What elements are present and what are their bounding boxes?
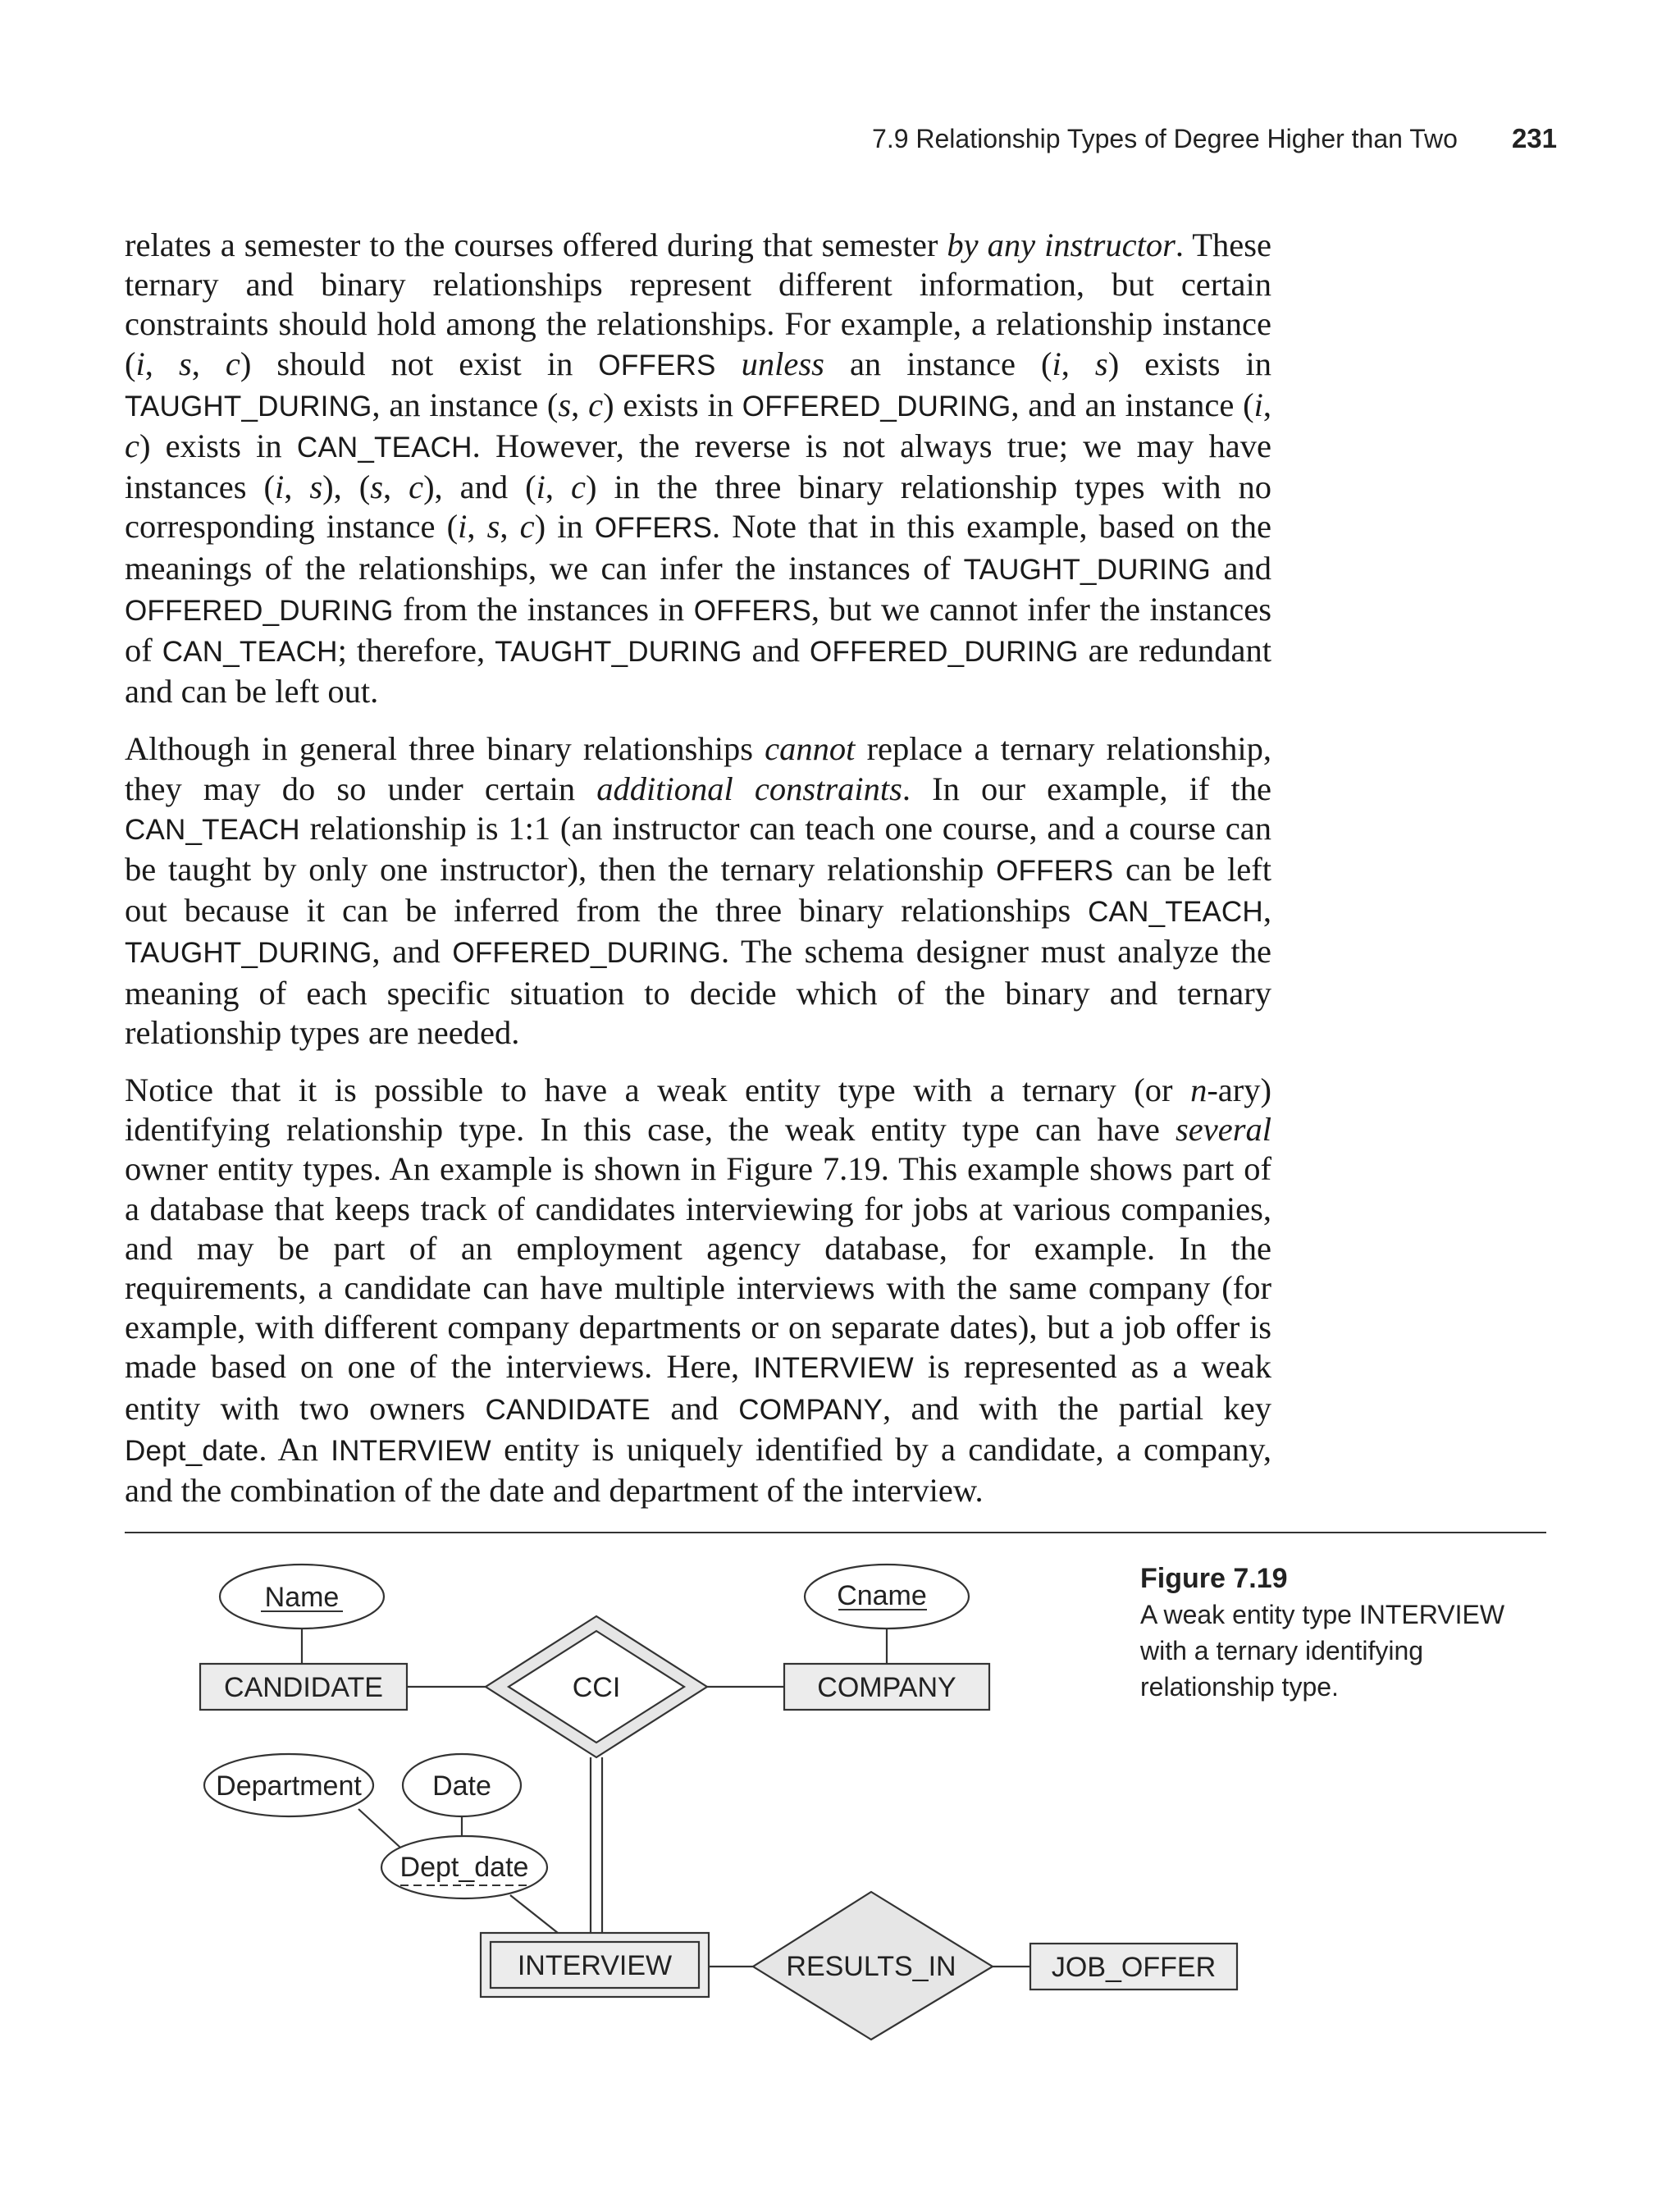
deptdate-to-interview-line (510, 1895, 558, 1933)
text-segment: c (125, 427, 139, 465)
text-segment: , (284, 468, 310, 506)
section-title: 7.9 Relationship Types of Degree Higher than Two (872, 124, 1458, 153)
text-segment: c (225, 345, 240, 382)
text-segment: relates a semester to the courses offered during that semester (125, 226, 947, 263)
text-segment: by any instructor (947, 226, 1176, 263)
text-segment: OFFERS (594, 512, 712, 545)
text-segment: s (486, 508, 500, 546)
page-number: 231 (1511, 123, 1557, 153)
text-segment: ), and ( (423, 468, 536, 506)
text-segment: can be left out because it can be inferred from the three binary relationships (125, 851, 1271, 930)
text-segment: i (458, 508, 468, 546)
relationship-results-in (753, 1892, 993, 2040)
text-segment: unless (741, 345, 824, 382)
figure-caption (1140, 1560, 1550, 1705)
text-segment: is represented as a weak entity with two owners (125, 1348, 1271, 1427)
text-segment: , (191, 345, 226, 382)
relationship-cci-label: CCI (572, 1672, 621, 1703)
entity-company (784, 1664, 989, 1710)
text-segment: i (1253, 386, 1263, 423)
text-segment: are redundant and can be left out. (125, 632, 1271, 710)
text-segment: c (588, 386, 604, 423)
text-segment: s (309, 468, 323, 506)
text-segment: OFFERED_DURING (810, 636, 1079, 669)
text-segment: Notice that it is possible to have a weak entity type with a ternary (or (125, 1071, 1191, 1109)
text-segment: TAUGHT_DURING (125, 937, 372, 970)
text-segment: , (144, 345, 179, 382)
text-segment: ) in (534, 508, 595, 546)
text-segment: . In our example, if the (902, 770, 1271, 807)
text-segment: owner entity types. An example is shown in Figure 7.19. This example shows part of a database that keeps track of candidates interviewing for jobs at various companies, and may be part of an employment agency database, for example. In the requirements, a candidate can have multiple interviews with the same company (for example, with different company departments or on separate dates), but a job offer is made based on one of the interviews. Here, (125, 1150, 1271, 1386)
text-segment: TAUGHT_DURING (125, 390, 372, 423)
text-segment: COMPANY (738, 1393, 883, 1426)
text-segment: OFFERED_DURING (742, 390, 1011, 423)
text-segment: CAN_TEACH (162, 636, 338, 669)
text-segment: , (1262, 892, 1271, 930)
text-segment: OFFERS (996, 855, 1114, 888)
text-segment: s (558, 386, 572, 423)
text-segment: , (545, 468, 572, 506)
text-segment: CAN_TEACH (1088, 896, 1263, 929)
text-segment: from the instances in (393, 590, 694, 628)
text-segment: -ary) identifying relationship type. In this case, the weak entity type can have (125, 1071, 1271, 1149)
text-segment: , (467, 508, 487, 546)
text-segment: i (1052, 345, 1061, 382)
text-segment: c (519, 508, 535, 546)
text-segment: ) exists in (139, 427, 297, 465)
relationship-cci (486, 1616, 707, 1757)
text-segment: , and an instance ( (1011, 386, 1254, 423)
text-segment: CAN_TEACH (125, 813, 300, 846)
text-segment: , (1061, 345, 1095, 382)
figure-caption-text: A weak entity type INTERVIEW with a ternary identifying relationship type. (1140, 1600, 1505, 1702)
entity-candidate-label: CANDIDATE (224, 1672, 383, 1703)
text-segment: replace a ternary relationship, they may do so under certain (125, 730, 1272, 807)
text-segment: and (742, 632, 810, 669)
entity-company-label: COMPANY (817, 1672, 956, 1703)
text-segment: , an instance ( (372, 386, 559, 423)
attribute-date-label: Date (432, 1770, 491, 1802)
text-segment: , (1262, 386, 1272, 423)
attribute-name (220, 1565, 384, 1629)
text-segment: i (536, 468, 546, 506)
text-segment: CANDIDATE (485, 1393, 651, 1426)
text-segment: an instance ( (824, 345, 1052, 382)
entity-job-offer-label: JOB_OFFER (1051, 1952, 1217, 1983)
text-segment: OFFERED_DURING (125, 594, 394, 627)
entity-interview-label: INTERVIEW (517, 1950, 673, 1981)
text-segment: , and (372, 933, 453, 971)
text-segment: . The schema designer must analyze the meaning of each specific situation to decide which of the binary and ternary relationship types are needed. (125, 933, 1271, 1051)
attribute-cname-label: Cname (837, 1580, 927, 1611)
text-segment: , (382, 468, 409, 506)
text-segment: ) in the three binary relationship types with no corresponding instance ( (125, 468, 1272, 546)
text-segment: , (571, 386, 589, 423)
text-segment: INTERVIEW (331, 1434, 491, 1467)
text-segment: ) exists in (1107, 345, 1272, 382)
text-segment: . Note that in this example, based on the meanings of the relationships, we can infer the instances of (125, 508, 1272, 587)
text-segment: additional constraints (596, 770, 902, 807)
text-segment: entity is uniquely identified by a candidate, a company, and the combination of the date and department of the interview. (125, 1430, 1272, 1510)
text-segment: i (135, 345, 145, 382)
text-segment: . However, the reverse is not always true; we may have instances ( (125, 427, 1271, 506)
text-segment: s (1094, 345, 1108, 382)
attribute-dept-date-label: Dept_date (399, 1852, 529, 1883)
text-segment: c (571, 468, 586, 506)
text-segment: . An (258, 1430, 331, 1468)
text-segment: TAUGHT_DURING (495, 636, 742, 669)
text-segment: ), ( (322, 468, 371, 506)
relationship-results-in-label: RESULTS_IN (786, 1951, 956, 1982)
text-segment: , and with the partial key (883, 1389, 1271, 1427)
text-segment: ; therefore, (337, 632, 495, 669)
text-segment: OFFERED_DURING (452, 937, 721, 970)
text-segment: s (370, 468, 383, 506)
entity-job-offer (1030, 1944, 1237, 1990)
text-segment: relationship is 1:1 (an instructor can teach one course, and a course can be taught by only one instructor), then the ternary relationship (125, 809, 1271, 889)
figure-label: Figure 7.19 (1140, 1563, 1288, 1594)
attribute-date (403, 1754, 521, 1816)
attribute-department (204, 1754, 373, 1816)
attribute-dept-date (381, 1836, 547, 1898)
text-segment: s (178, 345, 192, 382)
text-segment: Although in general three binary relationships (125, 730, 765, 768)
entity-candidate (200, 1664, 407, 1710)
attribute-department-label: Department (216, 1770, 362, 1802)
text-segment: and (650, 1389, 739, 1427)
text-segment: cannot (765, 730, 856, 768)
text-segment: and (1210, 549, 1271, 587)
text-segment: Dept_date (125, 1434, 259, 1467)
text-segment: OFFERS (598, 349, 716, 381)
text-segment: ) exists in (603, 386, 742, 423)
text-segment: n (1190, 1071, 1208, 1109)
text-segment: c (409, 468, 424, 506)
text-segment: ) should not exist in (240, 345, 599, 382)
text-segment: , (500, 508, 520, 546)
text-segment: INTERVIEW (753, 1352, 914, 1385)
text-segment: i (274, 468, 285, 506)
text-segment: CAN_TEACH (296, 432, 472, 464)
text-segment: several (1176, 1111, 1271, 1149)
attribute-cname (805, 1565, 969, 1629)
text-segment: . These ternary and binary relationships represent different information, but certain constraints should hold among the relationships. For example, a relationship instance ( (125, 226, 1271, 382)
text-segment: OFFERS (693, 594, 811, 627)
attribute-name-label: Name (264, 1582, 340, 1613)
text-segment: , but we cannot infer the instances of (125, 590, 1271, 669)
text-segment: TAUGHT_DURING (963, 553, 1211, 586)
entity-interview (481, 1933, 709, 1997)
